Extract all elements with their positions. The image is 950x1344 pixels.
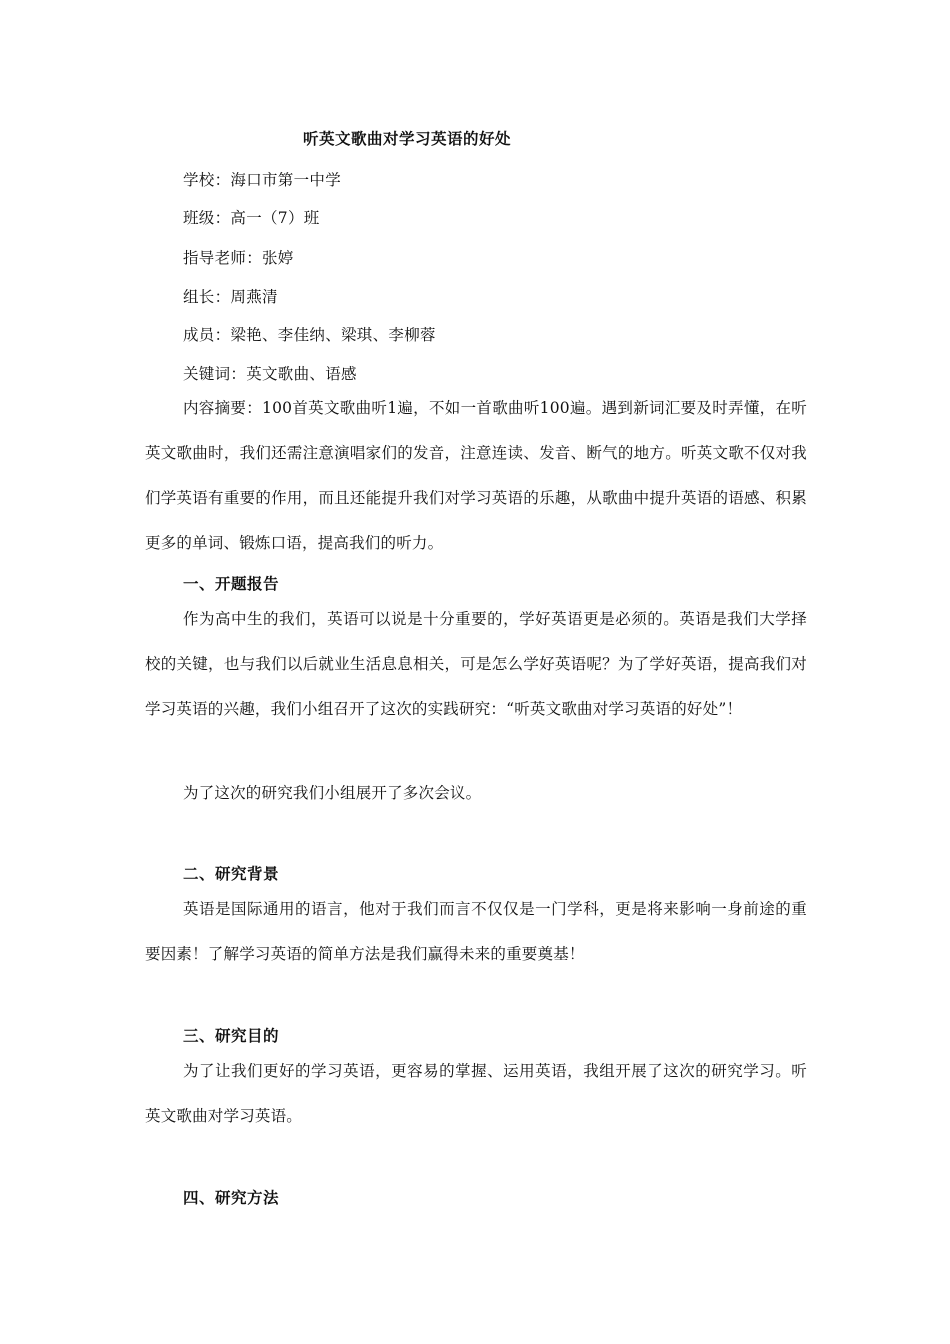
- opening-report-paragraph-2: 为了这次的研究我们小组展开了多次会议。: [183, 784, 482, 802]
- background-paragraph: 英语是国际通用的语言，他对于我们而言不仅仅是一门学科，更是将来影响一身前途的重要因素！了解学习英语的简单方法是我们赢得未来的重要奠基！: [145, 900, 807, 963]
- document-title: 听英文歌曲对学习英语的好处: [303, 129, 512, 148]
- abstract-paragraph: 内容摘要：100首英文歌曲听1遍，不如一首歌曲听100遍。遇到新词汇要及时弄懂，在听英文歌曲时，我们还需注意演唱家们的发音，注意连读、发音、断气的地方。听英文歌不仅对我们学英语有重要的作用，而且还能提升我们对学习英语的乐趣，从歌曲中提升英语的语感、积累更多的单词、锻炼口语，提高我们的听力。: [145, 399, 807, 552]
- opening-report-paragraph-1: 作为高中生的我们，英语可以说是十分重要的，学好英语更是必须的。英语是我们大学择校的关键，也与我们以后就业生活息息相关，可是怎么学好英语呢？为了学好英语，提高我们对学习英语的兴趣，我们小组召开了这次的实践研究：“听英文歌曲对学习英语的好处”！: [145, 610, 807, 718]
- keywords-line: 关键词：英文歌曲、语感: [183, 365, 357, 383]
- section-heading-opening-report: 一、开题报告: [183, 574, 280, 593]
- purpose-paragraph: 为了让我们更好的学习英语，更容易的掌握、运用英语，我组开展了这次的研究学习。听英文歌曲对学习英语。: [145, 1062, 807, 1125]
- members-line: 成员：梁艳、李佳纳、梁琪、李柳蓉: [183, 326, 436, 344]
- section-heading-method: 四、研究方法: [183, 1188, 280, 1207]
- section-heading-purpose: 三、研究目的: [183, 1026, 280, 1045]
- section-heading-background: 二、研究背景: [183, 864, 280, 883]
- teacher-line: 指导老师：张婷: [183, 249, 294, 267]
- leader-line: 组长：周燕清: [183, 288, 278, 306]
- school-line: 学校：海口市第一中学: [183, 171, 342, 189]
- class-line: 班级：高一（7）班: [183, 209, 320, 227]
